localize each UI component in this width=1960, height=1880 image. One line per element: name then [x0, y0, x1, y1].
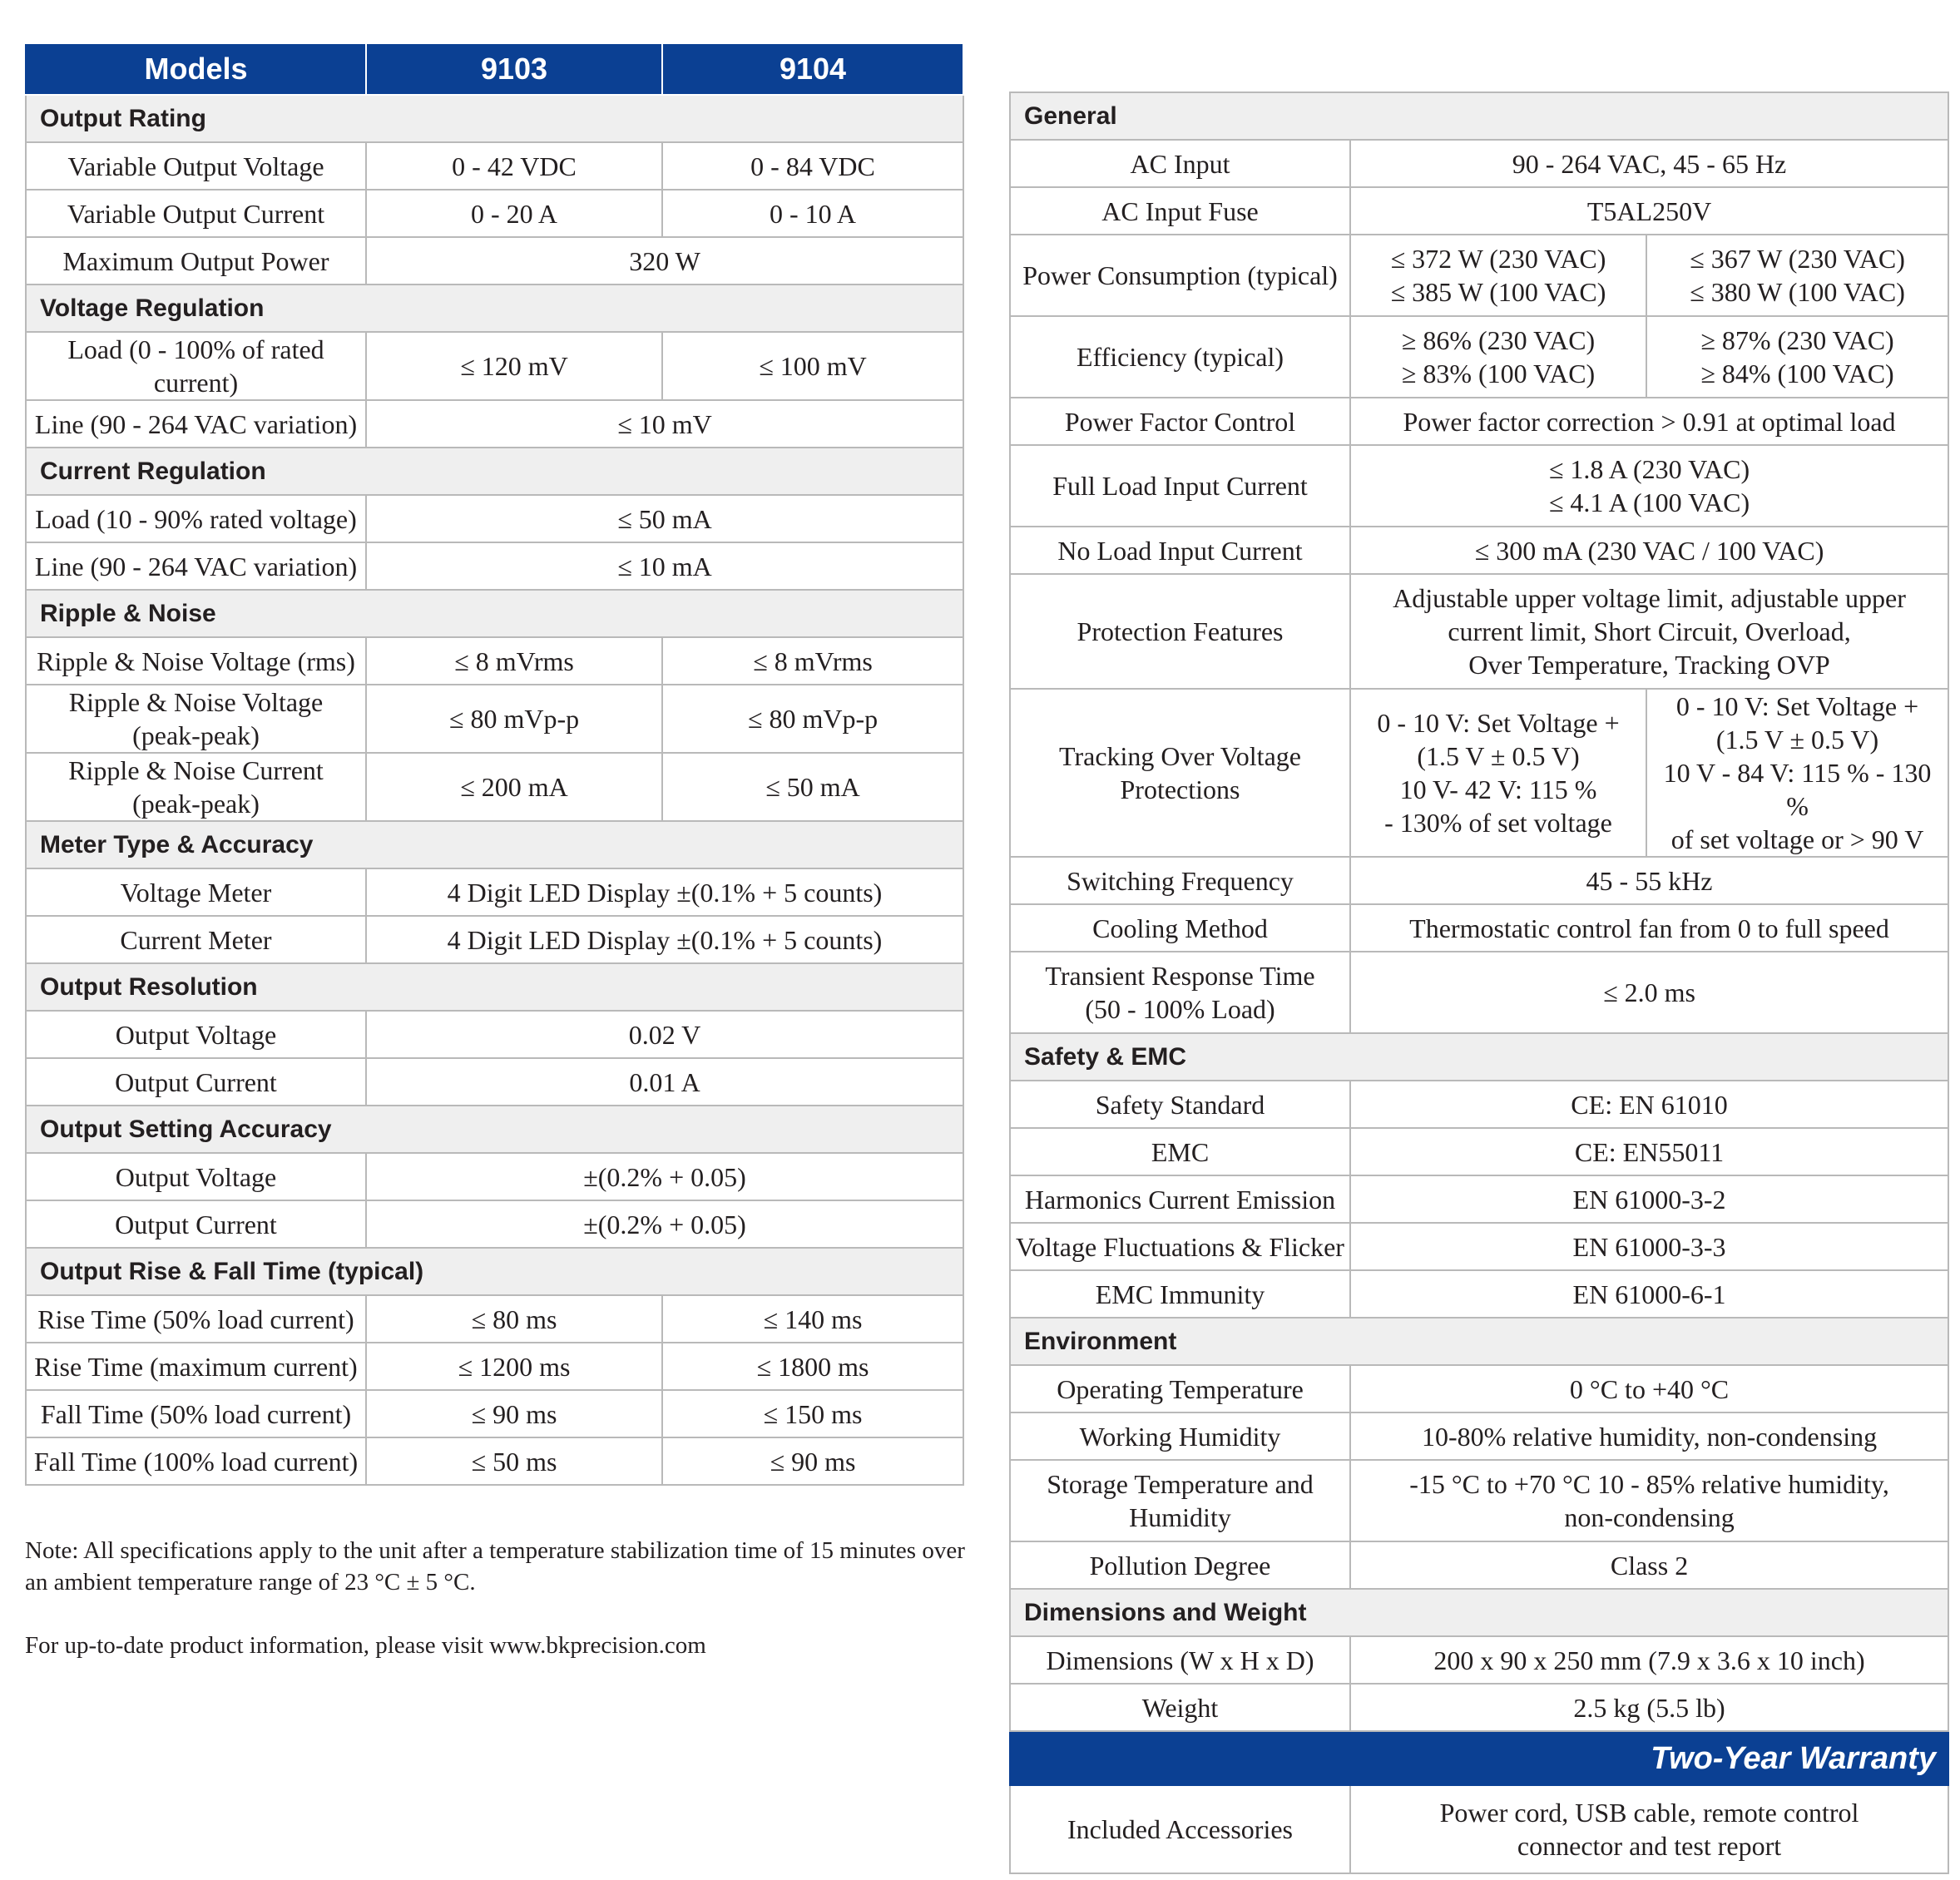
spec-label: Voltage Fluctuations & Flicker	[1010, 1223, 1350, 1270]
spec-value: EN 61000-3-2	[1350, 1175, 1948, 1223]
spec-row	[1010, 1223, 1948, 1270]
spec-row	[26, 495, 963, 542]
section-header-output-rise-fall-time-typical	[26, 1248, 963, 1295]
spec-value: Adjustable upper voltage limit, adjustable upper current limit, Short Circuit, Overload, Over Temperature, Tracking OVP	[1350, 574, 1948, 689]
section-header-output-resolution	[26, 963, 963, 1011]
spec-value-9104: ≤ 367 W (230 VAC) ≤ 380 W (100 VAC)	[1646, 235, 1948, 316]
spec-label: Fall Time (100% load current)	[26, 1437, 366, 1485]
spec-value-9103: ≤ 200 mA	[366, 753, 662, 821]
spec-row	[1010, 527, 1948, 574]
spec-label: Full Load Input Current	[1010, 445, 1350, 527]
spec-value-9104: 0 - 10 A	[662, 190, 963, 237]
spec-label: AC Input Fuse	[1010, 187, 1350, 235]
spec-value-9103: ≤ 80 mVp-p	[366, 685, 662, 753]
spec-label: Weight	[1010, 1684, 1350, 1731]
warranty-banner	[1010, 1731, 1948, 1785]
spec-row	[1010, 187, 1948, 235]
spec-value-9104: ≤ 100 mV	[662, 332, 963, 400]
spec-value: Class 2	[1350, 1541, 1948, 1589]
spec-label: Working Humidity	[1010, 1412, 1350, 1460]
spec-value: 10-80% relative humidity, non-condensing	[1350, 1412, 1948, 1460]
section-title: Output Rating	[26, 95, 963, 142]
spec-row	[1010, 952, 1948, 1033]
spec-row	[26, 1200, 963, 1248]
section-header-voltage-regulation	[26, 284, 963, 332]
spec-label: Pollution Degree	[1010, 1541, 1350, 1589]
model-9103-header: 9103	[366, 43, 662, 95]
notes	[25, 1535, 973, 1661]
section-title: Output Rise & Fall Time (typical)	[26, 1248, 963, 1295]
section-header-meter-type-accuracy	[26, 821, 963, 868]
spec-value-9103: ≤ 120 mV	[366, 332, 662, 400]
spec-value: 4 Digit LED Display ±(0.1% + 5 counts)	[366, 916, 963, 963]
spec-label: Current Meter	[26, 916, 366, 963]
spec-row	[1010, 1460, 1948, 1541]
spec-row	[1010, 857, 1948, 904]
section-header-ripple-noise	[26, 590, 963, 637]
spec-label: Rise Time (50% load current)	[26, 1295, 366, 1343]
spec-row	[26, 1390, 963, 1437]
spec-label: No Load Input Current	[1010, 527, 1350, 574]
section-title: Safety & EMC	[1010, 1033, 1948, 1081]
spec-label: Fall Time (50% load current)	[26, 1390, 366, 1437]
accessories-value: Power cord, USB cable, remote control connector and test report	[1350, 1785, 1948, 1873]
spec-row	[1010, 140, 1948, 187]
section-header-dimensions-and-weight	[1010, 1589, 1948, 1636]
section-title: Ripple & Noise	[26, 590, 963, 637]
spec-value: Power factor correction > 0.91 at optimal load	[1350, 398, 1948, 445]
spec-row	[1010, 689, 1948, 857]
spec-row	[26, 1437, 963, 1485]
spec-value-9104: ≤ 1800 ms	[662, 1343, 963, 1390]
spec-row	[26, 332, 963, 400]
spec-label: Storage Temperature and Humidity	[1010, 1460, 1350, 1541]
spec-value-9104: 0 - 84 VDC	[662, 142, 963, 190]
spec-value-9103: ≤ 50 ms	[366, 1437, 662, 1485]
spec-value: ≤ 50 mA	[366, 495, 963, 542]
spec-row	[1010, 445, 1948, 527]
section-header-output-rating	[26, 95, 963, 142]
spec-row	[1010, 574, 1948, 689]
spec-label: Output Voltage	[26, 1153, 366, 1200]
spec-row	[26, 916, 963, 963]
spec-label: Switching Frequency	[1010, 857, 1350, 904]
spec-label: Variable Output Voltage	[26, 142, 366, 190]
spec-row	[26, 1295, 963, 1343]
spec-row	[26, 1058, 963, 1106]
spec-value-9103: ≤ 372 W (230 VAC) ≤ 385 W (100 VAC)	[1350, 235, 1646, 316]
spec-value-9103: ≤ 8 mVrms	[366, 637, 662, 685]
section-title: Output Resolution	[26, 963, 963, 1011]
spec-label: Tracking Over Voltage Protections	[1010, 689, 1350, 857]
spec-label: AC Input	[1010, 140, 1350, 187]
section-title: Environment	[1010, 1318, 1948, 1365]
spec-label: Ripple & Noise Current (peak-peak)	[26, 753, 366, 821]
accessories-label: Included Accessories	[1010, 1785, 1350, 1873]
spec-label: Safety Standard	[1010, 1081, 1350, 1128]
section-header-safety-emc	[1010, 1033, 1948, 1081]
spec-label: Dimensions (W x H x D)	[1010, 1636, 1350, 1684]
spec-row	[26, 542, 963, 590]
models-header-row	[26, 43, 963, 95]
models-header: Models	[26, 43, 366, 95]
spec-value: 0.01 A	[366, 1058, 963, 1106]
spec-label: Power Consumption (typical)	[1010, 235, 1350, 316]
section-header-environment	[1010, 1318, 1948, 1365]
spec-row	[1010, 1270, 1948, 1318]
spec-row	[1010, 1081, 1948, 1128]
warranty-title: Two-Year Warranty	[1010, 1731, 1948, 1785]
spec-value: ±(0.2% + 0.05)	[366, 1153, 963, 1200]
section-header-general	[1010, 92, 1948, 140]
spec-label: Cooling Method	[1010, 904, 1350, 952]
spec-row	[1010, 235, 1948, 316]
spec-value: 4 Digit LED Display ±(0.1% + 5 counts)	[366, 868, 963, 916]
spec-row	[1010, 398, 1948, 445]
spec-value: ≤ 300 mA (230 VAC / 100 VAC)	[1350, 527, 1948, 574]
section-header-output-setting-accuracy	[26, 1106, 963, 1153]
model-9104-header: 9104	[662, 43, 963, 95]
section-title: Dimensions and Weight	[1010, 1589, 1948, 1636]
spec-row	[1010, 904, 1948, 952]
spec-label: Load (0 - 100% of rated current)	[26, 332, 366, 400]
spec-label: Ripple & Noise Voltage (rms)	[26, 637, 366, 685]
spec-label: Output Current	[26, 1058, 366, 1106]
spec-value: -15 °C to +70 °C 10 - 85% relative humidity, non-condensing	[1350, 1460, 1948, 1541]
spec-value: ≤ 2.0 ms	[1350, 952, 1948, 1033]
spec-value: ≤ 10 mA	[366, 542, 963, 590]
section-title: Voltage Regulation	[26, 284, 963, 332]
spec-row	[26, 868, 963, 916]
section-title: General	[1010, 92, 1948, 140]
spec-row	[1010, 1412, 1948, 1460]
spec-row	[26, 637, 963, 685]
spec-value-9104: ≤ 50 mA	[662, 753, 963, 821]
spec-label: Transient Response Time (50 - 100% Load)	[1010, 952, 1350, 1033]
spec-value-9103: 0 - 10 V: Set Voltage + (1.5 V ± 0.5 V) 10 V- 42 V: 115 % - 130% of set voltage	[1350, 689, 1646, 857]
spec-row	[26, 190, 963, 237]
spec-row	[26, 237, 963, 284]
spec-value: EN 61000-3-3	[1350, 1223, 1948, 1270]
spec-label: Rise Time (maximum current)	[26, 1343, 366, 1390]
spec-value-9104: ≤ 80 mVp-p	[662, 685, 963, 753]
spec-row	[1010, 1541, 1948, 1589]
section-title: Meter Type & Accuracy	[26, 821, 963, 868]
spec-label: Variable Output Current	[26, 190, 366, 237]
spec-label: Ripple & Noise Voltage (peak-peak)	[26, 685, 366, 753]
spec-row	[1010, 1128, 1948, 1175]
spec-value: 2.5 kg (5.5 lb)	[1350, 1684, 1948, 1731]
left-spec-table	[25, 42, 964, 1486]
spec-row	[26, 142, 963, 190]
spec-row	[26, 1153, 963, 1200]
spec-value-9104: ≤ 140 ms	[662, 1295, 963, 1343]
spec-value-9103: ≤ 1200 ms	[366, 1343, 662, 1390]
spec-row	[26, 753, 963, 821]
spec-label: EMC Immunity	[1010, 1270, 1350, 1318]
spec-value-9104: ≤ 8 mVrms	[662, 637, 963, 685]
section-title: Current Regulation	[26, 448, 963, 495]
spec-value: T5AL250V	[1350, 187, 1948, 235]
section-title: Output Setting Accuracy	[26, 1106, 963, 1153]
spec-row	[1010, 1636, 1948, 1684]
spec-row	[26, 685, 963, 753]
spec-label: Harmonics Current Emission	[1010, 1175, 1350, 1223]
spec-row	[26, 400, 963, 448]
spec-label: Operating Temperature	[1010, 1365, 1350, 1412]
spec-label: Load (10 - 90% rated voltage)	[26, 495, 366, 542]
spec-value-9103: ≤ 90 ms	[366, 1390, 662, 1437]
website-note: For up-to-date product information, please visit www.bkprecision.com	[25, 1632, 706, 1659]
spec-value: Thermostatic control fan from 0 to full speed	[1350, 904, 1948, 952]
accessories-row	[1010, 1785, 1948, 1873]
spec-label: EMC	[1010, 1128, 1350, 1175]
spec-row	[1010, 316, 1948, 398]
spec-value: 0 °C to +40 °C	[1350, 1365, 1948, 1412]
spec-row	[1010, 1365, 1948, 1412]
spec-value: 90 - 264 VAC, 45 - 65 Hz	[1350, 140, 1948, 187]
spec-value-9104: 0 - 10 V: Set Voltage + (1.5 V ± 0.5 V) 10 V - 84 V: 115 % - 130 % of set voltage or > 90 V	[1646, 689, 1948, 857]
spec-value-9104: ≥ 87% (230 VAC) ≥ 84% (100 VAC)	[1646, 316, 1948, 398]
spec-value: 320 W	[366, 237, 963, 284]
spec-value: ≤ 1.8 A (230 VAC) ≤ 4.1 A (100 VAC)	[1350, 445, 1948, 527]
note-text: Note: All specifications apply to the unit after a temperature stabilization time of 15 minutes over an ambient temperature range of 23 °C ± 5 °C.	[25, 1537, 965, 1596]
spec-label: Efficiency (typical)	[1010, 316, 1350, 398]
spec-value-9103: 0 - 20 A	[366, 190, 662, 237]
spec-row	[26, 1343, 963, 1390]
spec-label: Line (90 - 264 VAC variation)	[26, 400, 366, 448]
spec-value: 200 x 90 x 250 mm (7.9 x 3.6 x 10 inch)	[1350, 1636, 1948, 1684]
spec-value: 45 - 55 kHz	[1350, 857, 1948, 904]
spec-row	[1010, 1684, 1948, 1731]
spec-label: Voltage Meter	[26, 868, 366, 916]
spec-value-9103: ≥ 86% (230 VAC) ≥ 83% (100 VAC)	[1350, 316, 1646, 398]
spec-label: Maximum Output Power	[26, 237, 366, 284]
right-spec-table	[1009, 92, 1949, 1874]
spec-label: Output Current	[26, 1200, 366, 1248]
spec-value-9103: 0 - 42 VDC	[366, 142, 662, 190]
spec-value: ±(0.2% + 0.05)	[366, 1200, 963, 1248]
spec-value-9104: ≤ 90 ms	[662, 1437, 963, 1485]
spec-value-9103: ≤ 80 ms	[366, 1295, 662, 1343]
spec-label: Line (90 - 264 VAC variation)	[26, 542, 366, 590]
section-header-current-regulation	[26, 448, 963, 495]
spec-value: ≤ 10 mV	[366, 400, 963, 448]
spec-value-9104: ≤ 150 ms	[662, 1390, 963, 1437]
spec-value: EN 61000-6-1	[1350, 1270, 1948, 1318]
spec-row	[1010, 1175, 1948, 1223]
spec-label: Protection Features	[1010, 574, 1350, 689]
spec-label: Output Voltage	[26, 1011, 366, 1058]
spec-value: CE: EN55011	[1350, 1128, 1948, 1175]
spec-value: CE: EN 61010	[1350, 1081, 1948, 1128]
spec-value: 0.02 V	[366, 1011, 963, 1058]
spec-row	[26, 1011, 963, 1058]
spec-label: Power Factor Control	[1010, 398, 1350, 445]
